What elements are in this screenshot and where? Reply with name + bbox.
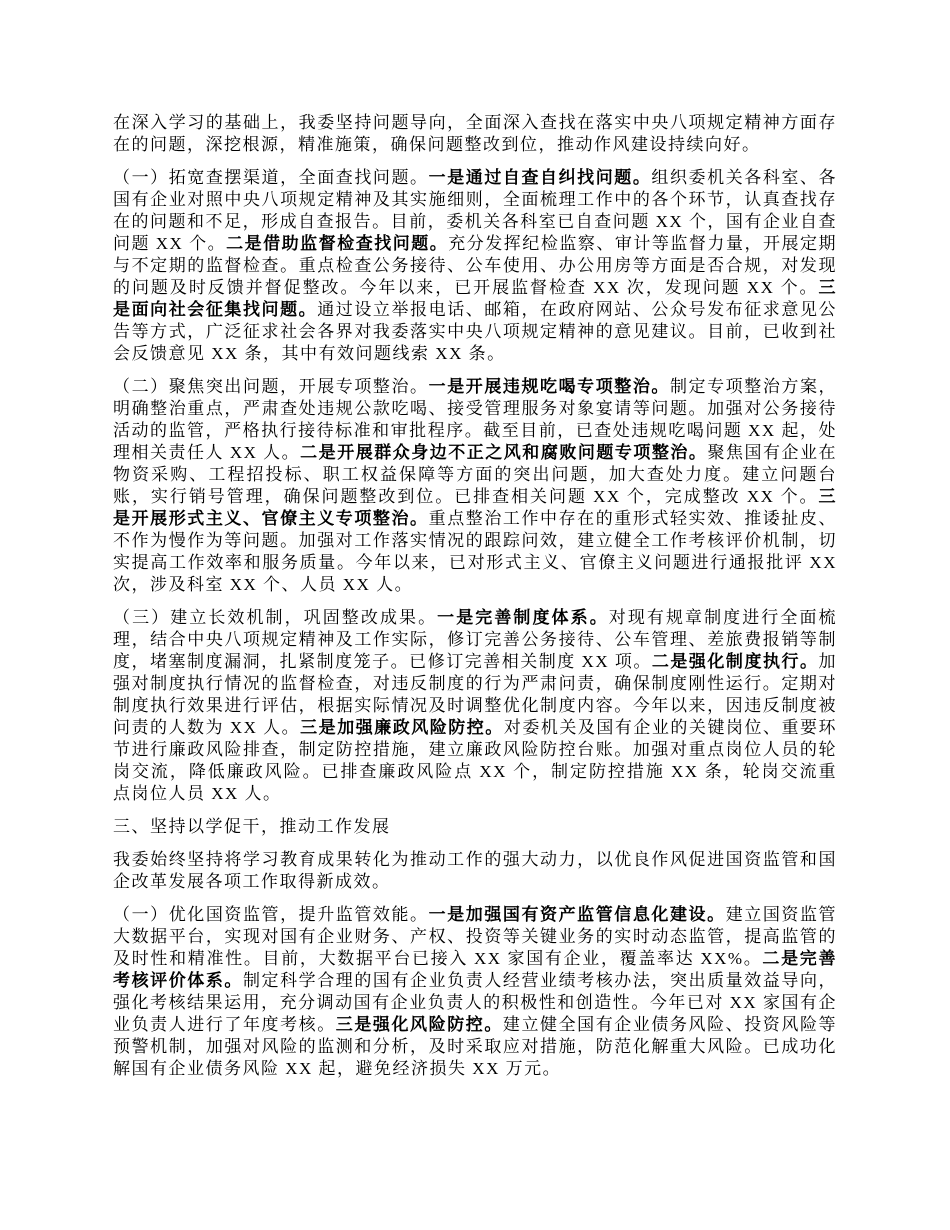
bold-text-run: 二是强化制度执行。	[651, 652, 819, 671]
text-run: 对委机关及国有企业的关键岗位、重要环节进行廉政风险排查，制定防控措施，建立廉政风险防控台账。加强对重点岗位人员的轮岗交流，降低廉政风险。已排查廉政风险点 XX 个，制定防控措施 XX 条，轮岗交流重点岗位人员 XX 人。	[113, 718, 838, 803]
text-run: 组织委机关各科室、各国有企业对照中央八项规定精神及其实施细则，全面梳理工作中的各个环节，认真查找存在的问题和不足，形成自查报告。目前，委机关各科室已自查问题 XX 个，国有企业自查问题 XX 个。	[113, 168, 838, 253]
text-run: 在深入学习的基础上，我委坚持问题导向，全面深入查找在落实中央八项规定精神方面存在的问题，深挖根源，精准施策，确保问题整改到位，推动作风建设持续向好。	[113, 113, 837, 154]
text-run: 聚焦国有企业在物资采购、工程招投标、职工权益保障等方面的突出问题，加大查处力度。建立问题台账，实行销号管理，确保问题整改到位。已排查相关问题 XX 个，完成整改 XX 个。	[113, 443, 838, 506]
text-run: （一）优化国资监管，提升监管效能。	[113, 905, 429, 924]
text-run: 建立健全国有企业债务风险、投资风险等预警机制，加强对风险的监测和分析，及时采取应对措施，防范化解重大风险。已成功化解国有企业债务风险 XX 起，避免经济损失 XX 万元。	[113, 1015, 838, 1078]
text-run: （三）建立长效机制，巩固整改成果。	[113, 608, 438, 627]
bold-text-run: 三是强化风险防控。	[335, 1015, 503, 1034]
paragraph-2	[113, 167, 837, 365]
paragraph-7	[113, 904, 837, 1080]
bold-text-run: 三是面向社会征集找问题。	[113, 278, 837, 319]
bold-text-run: 二是借助监督检查找问题。	[226, 234, 449, 253]
paragraph-3	[113, 376, 837, 596]
paragraph-4	[113, 607, 837, 805]
text-run: 建立国资监管大数据平台，实现对国有企业财务、产权、投资等关键业务的实时动态监管，提高监管的及时性和精准性。目前，大数据平台已接入 XX 家国有企业，覆盖率达 XX%。	[113, 905, 838, 968]
text-run: 充分发挥纪检监察、审计等监督力量，开展定期与不定期的监督检查。重点检查公务接待、公车使用、办公用房等方面是否合规，对发现的问题及时反馈并督促整改。今年以来，已开展监督检查 XX 次，发现问题 XX 个。	[113, 234, 837, 297]
text-run: 制定专项整治方案，明确整治重点，严肃查处违规公款吃喝、接受管理服务对象宴请等问题。加强对公务接待活动的监管，严格执行接待标准和审批程序。截至目前，已查处违规吃喝问题 XX 起，处理相关责任人 XX 人。	[113, 377, 838, 462]
bold-text-run: 二是开展群众身边不正之风和腐败问题专项整治。	[300, 443, 708, 462]
text-run: 通过设立举报电话、邮箱，在政府网站、公众号发布征求意见公告等方式，广泛征求社会各界对我委落实中央八项规定精神的意见建议。目前，已收到社会反馈意见 XX 条，其中有效问题线索 XX 条。	[113, 300, 838, 363]
text-run: 三、坚持以学促干，推动工作发展	[113, 817, 391, 836]
text-run: 重点整治工作中存在的重形式轻实效、推诿扯皮、不作为慢作为等问题。加强对工作落实情况的跟踪问效，建立健全工作考核评价机制，切实提高工作效率和服务质量。今年以来，已对形式主义、官僚主义问题进行通报批评 XX 次，涉及科室 XX 个、人员 XX 人。	[113, 509, 838, 594]
paragraph-1	[113, 112, 837, 156]
bold-text-run: 一是完善制度体系。	[437, 608, 609, 627]
bold-text-run: 二是完善考核评价体系。	[113, 949, 837, 990]
text-run: 制定科学合理的国有企业负责人经营业绩考核办法，突出质量效益导向，强化考核结果运用，充分调动国有企业负责人的积极性和创造性。今年已对 XX 家国有企业负责人进行了年度考核。	[113, 971, 838, 1034]
paragraph-6	[113, 849, 837, 893]
bold-text-run: 一是通过自查自纠找问题。	[428, 168, 652, 187]
text-run: 对现有规章制度进行全面梳理，结合中央八项规定精神及工作实际，修订完善公务接待、公车管理、差旅费报销等制度，堵塞制度漏洞，扎紧制度笼子。已修订完善相关制度 XX 项。	[113, 608, 838, 671]
bold-text-run: 一是加强国有资产监管信息化建设。	[428, 905, 726, 924]
bold-text-run: 三是加强廉政风险防控。	[300, 718, 504, 737]
text-run: （二）聚焦突出问题，开展专项整治。	[113, 377, 429, 396]
bold-text-run: 一是开展违规吃喝专项整治。	[428, 377, 670, 396]
section-heading	[113, 816, 837, 838]
text-run: 我委始终坚持将学习教育成果转化为推动工作的强大动力，以优良作风促进国资监管和国企改革发展各项工作取得新成效。	[113, 850, 837, 891]
text-run: （一）拓宽查摆渠道，全面查找问题。	[113, 168, 429, 187]
bold-text-run: 三是开展形式主义、官僚主义专项整治。	[113, 487, 837, 528]
text-run: 加强对制度执行情况的监督检查，对违反制度的行为严肃问责，确保制度刚性运行。定期对制度执行效果进行评估，根据实际情况及时调整优化制度内容。今年以来，因违反制度被问责的人数为 XX 人。	[113, 652, 837, 737]
